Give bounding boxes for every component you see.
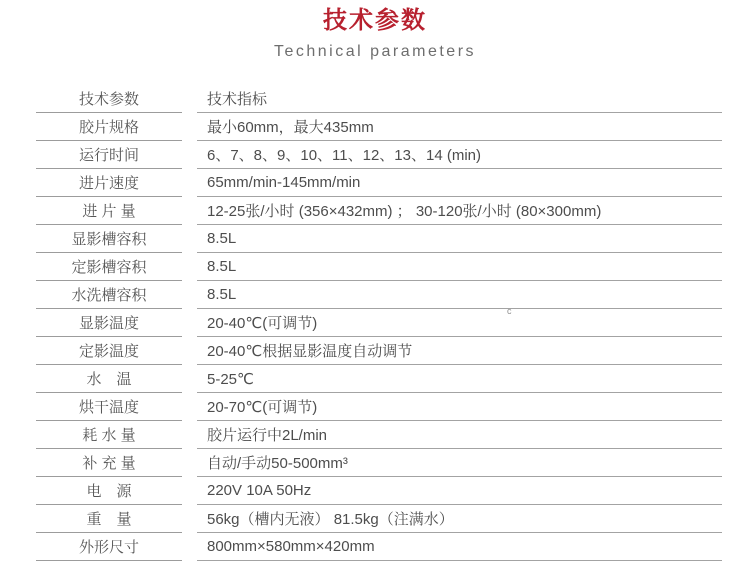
table-row: [36, 505, 722, 533]
table-row: [36, 477, 722, 505]
column-header-spec: 技术指标: [197, 85, 722, 113]
table-row: [36, 337, 722, 365]
param-label: 补 充 量: [36, 449, 182, 477]
param-label: 定影温度: [36, 337, 182, 365]
param-value: 20-70℃(可调节): [197, 393, 722, 421]
param-value: 12-25张/小时 (356×432mm) ； 30-120张/小时 (80×300mm): [197, 197, 722, 225]
param-label: 水 温: [36, 365, 182, 393]
column-header-param: 技术参数: [36, 85, 182, 113]
param-label: 显影槽容积: [36, 225, 182, 253]
page-header: [0, 0, 750, 61]
param-value: 220V 10A 50Hz: [197, 477, 722, 505]
page-title: 技术参数: [323, 7, 427, 34]
table-row: [36, 197, 722, 225]
param-label: 胶片规格: [36, 113, 182, 141]
param-value: 20-40℃(可调节): [197, 309, 722, 337]
table-row: [36, 141, 722, 169]
param-label: 耗 水 量: [36, 421, 182, 449]
param-value: 8.5L: [197, 253, 722, 281]
table-row: [36, 421, 722, 449]
param-label: 重 量: [36, 505, 182, 533]
table-row: [36, 449, 722, 477]
param-value: 最小60mm，最大435mm: [197, 113, 722, 141]
page-subtitle: Technical parameters: [273, 43, 477, 60]
param-label: 水洗槽容积: [36, 281, 182, 309]
param-label: 运行时间: [36, 141, 182, 169]
param-value: 56kg（槽内无液） 81.5kg（注满水）: [197, 505, 722, 533]
table-row: [36, 253, 722, 281]
param-label: 进 片 量: [36, 197, 182, 225]
param-label: 进片速度: [36, 169, 182, 197]
param-label: 电 源: [36, 477, 182, 505]
param-value: 8.5L: [197, 225, 722, 253]
stray-mark: c: [507, 306, 512, 316]
table-header-row: [36, 85, 722, 113]
table-row: [36, 533, 722, 561]
table-row: [36, 169, 722, 197]
param-value: 65mm/min-145mm/min: [197, 169, 722, 197]
param-value: 自动/手动50-500mm³: [197, 449, 722, 477]
table-row: [36, 113, 722, 141]
param-value: 6、7、8、9、10、11、12、13、14 (min): [197, 141, 722, 169]
param-value: 8.5L: [197, 281, 722, 309]
param-label: 显影温度: [36, 309, 182, 337]
table-row: [36, 225, 722, 253]
param-value: 800mm×580mm×420mm: [197, 533, 722, 561]
table-row: [36, 393, 722, 421]
spec-table: [36, 85, 722, 561]
param-value: 20-40℃根据显影温度自动调节: [197, 337, 722, 365]
param-value: 胶片运行中2L/min: [197, 421, 722, 449]
table-row: [36, 365, 722, 393]
table-row: [36, 281, 722, 309]
table-row: [36, 309, 722, 337]
param-label: 烘干温度: [36, 393, 182, 421]
param-label: 定影槽容积: [36, 253, 182, 281]
param-label: 外形尺寸: [36, 533, 182, 561]
param-value: 5-25℃: [197, 365, 722, 393]
